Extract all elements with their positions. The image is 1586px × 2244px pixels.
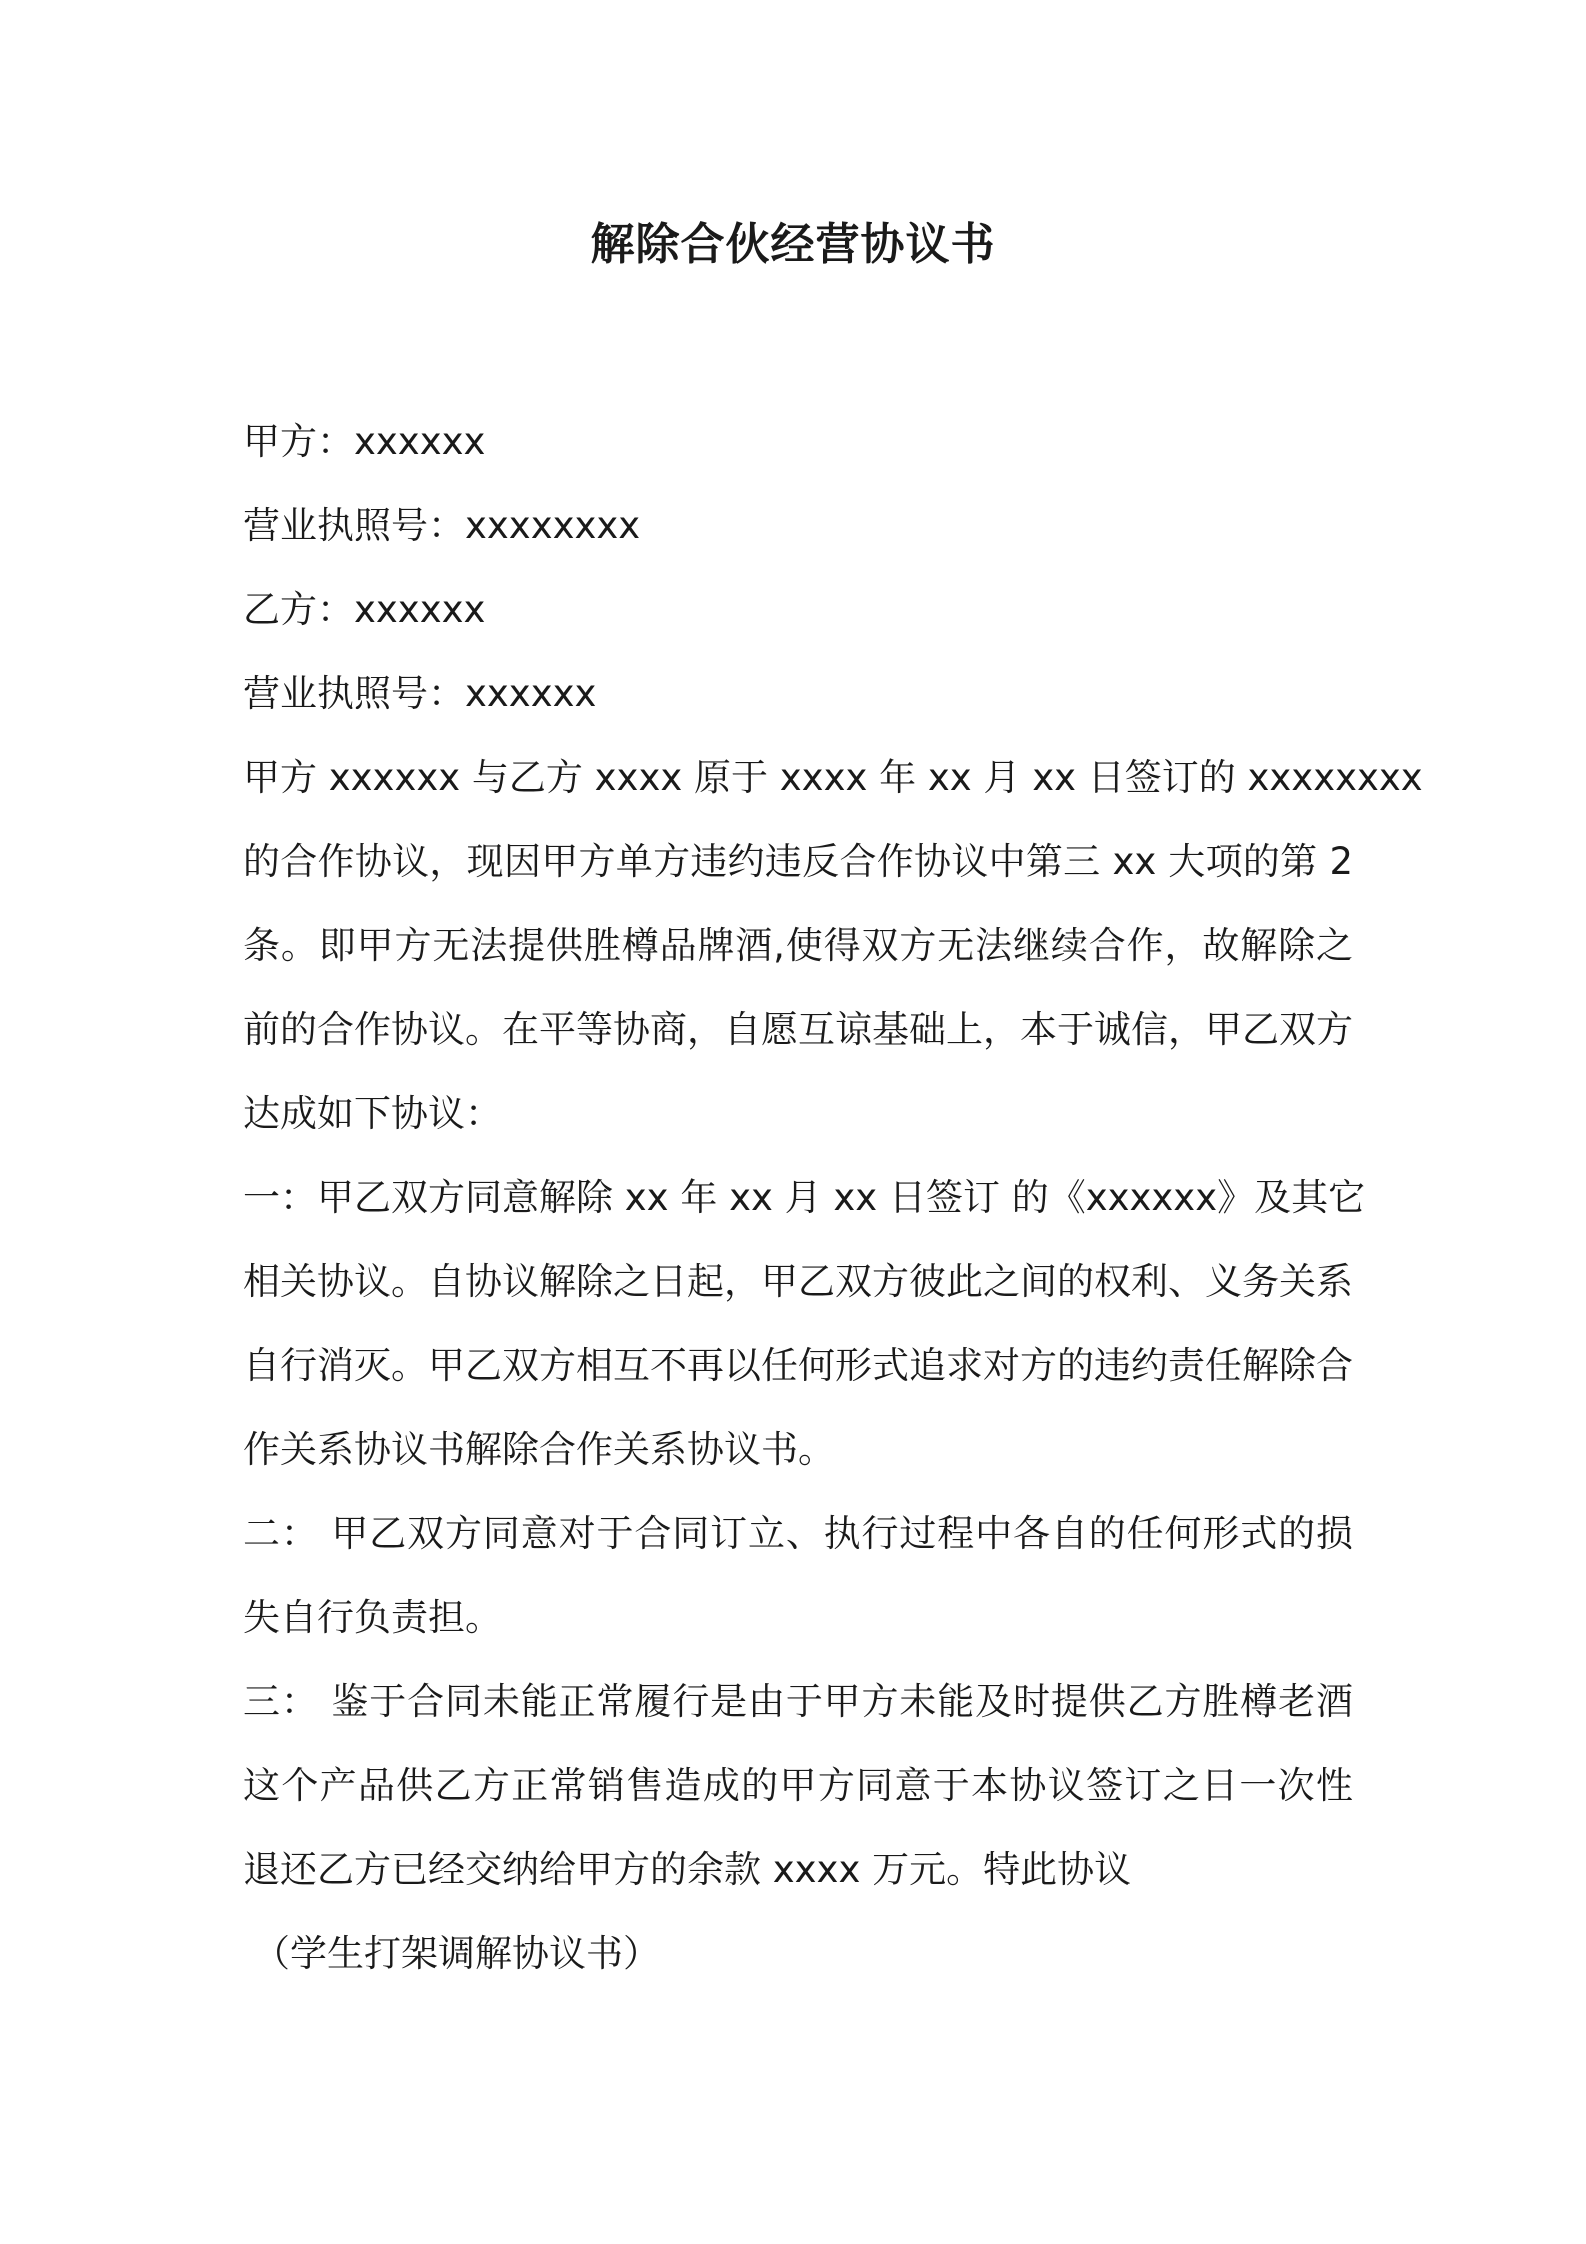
document-title: 解除合伙经营协议书 xyxy=(590,219,996,270)
party-a-license-line: 营业执照号：xxxxxxxx xyxy=(243,504,641,547)
clause-two-line: 失自行负责担。 xyxy=(243,1596,502,1639)
party-b-line: 乙方：xxxxxx xyxy=(243,588,486,631)
clause-one-line: 相关协议。自协议解除之日起，甲乙双方彼此之间的权利、义务关系 xyxy=(243,1260,1353,1303)
preamble-line: 条。即甲方无法提供胜樽品牌酒,使得双方无法继续合作，故解除之 xyxy=(243,924,1353,967)
clause-one-line: 自行消灭。甲乙双方相互不再以任何形式追求对方的违约责任解除合 xyxy=(243,1344,1353,1387)
clause-three-line: 这个产品供乙方正常销售造成的甲方同意于本协议签订之日一次性 xyxy=(243,1764,1353,1807)
document-body xyxy=(243,400,1423,1996)
preamble-line: 的合作协议，现因甲方单方违约违反合作协议中第三 xx 大项的第 2 xyxy=(243,840,1353,883)
party-b-license-line: 营业执照号：xxxxxx xyxy=(243,672,597,715)
preamble-line: 甲方 xxxxxx 与乙方 xxxx 原于 xxxx 年 xx 月 xx 日签订的 xxxxxxxx xyxy=(243,756,1423,799)
clause-three-line: 三： 鉴于合同未能正常履行是由于甲方未能及时提供乙方胜樽老酒 xyxy=(243,1680,1353,1723)
preamble-line: 达成如下协议： xyxy=(243,1092,502,1135)
clause-three-line: 退还乙方已经交纳给甲方的余款 xxxx 万元。特此协议 xyxy=(243,1848,1132,1891)
clause-one-line: 一：甲乙双方同意解除 xx 年 xx 月 xx 日签订 的《xxxxxx》及其它 xyxy=(243,1176,1366,1219)
clause-one-line: 作关系协议书解除合作关系协议书。 xyxy=(243,1428,835,1471)
clause-two-line: 二： 甲乙双方同意对于合同订立、执行过程中各自的任何形式的损 xyxy=(243,1512,1353,1555)
party-a-line: 甲方：xxxxxx xyxy=(243,420,486,463)
parenthetical-note: （学生打架调解协议书） xyxy=(253,1932,660,1975)
preamble-line: 前的合作协议。在平等协商，自愿互谅基础上，本于诚信，甲乙双方 xyxy=(243,1008,1353,1051)
